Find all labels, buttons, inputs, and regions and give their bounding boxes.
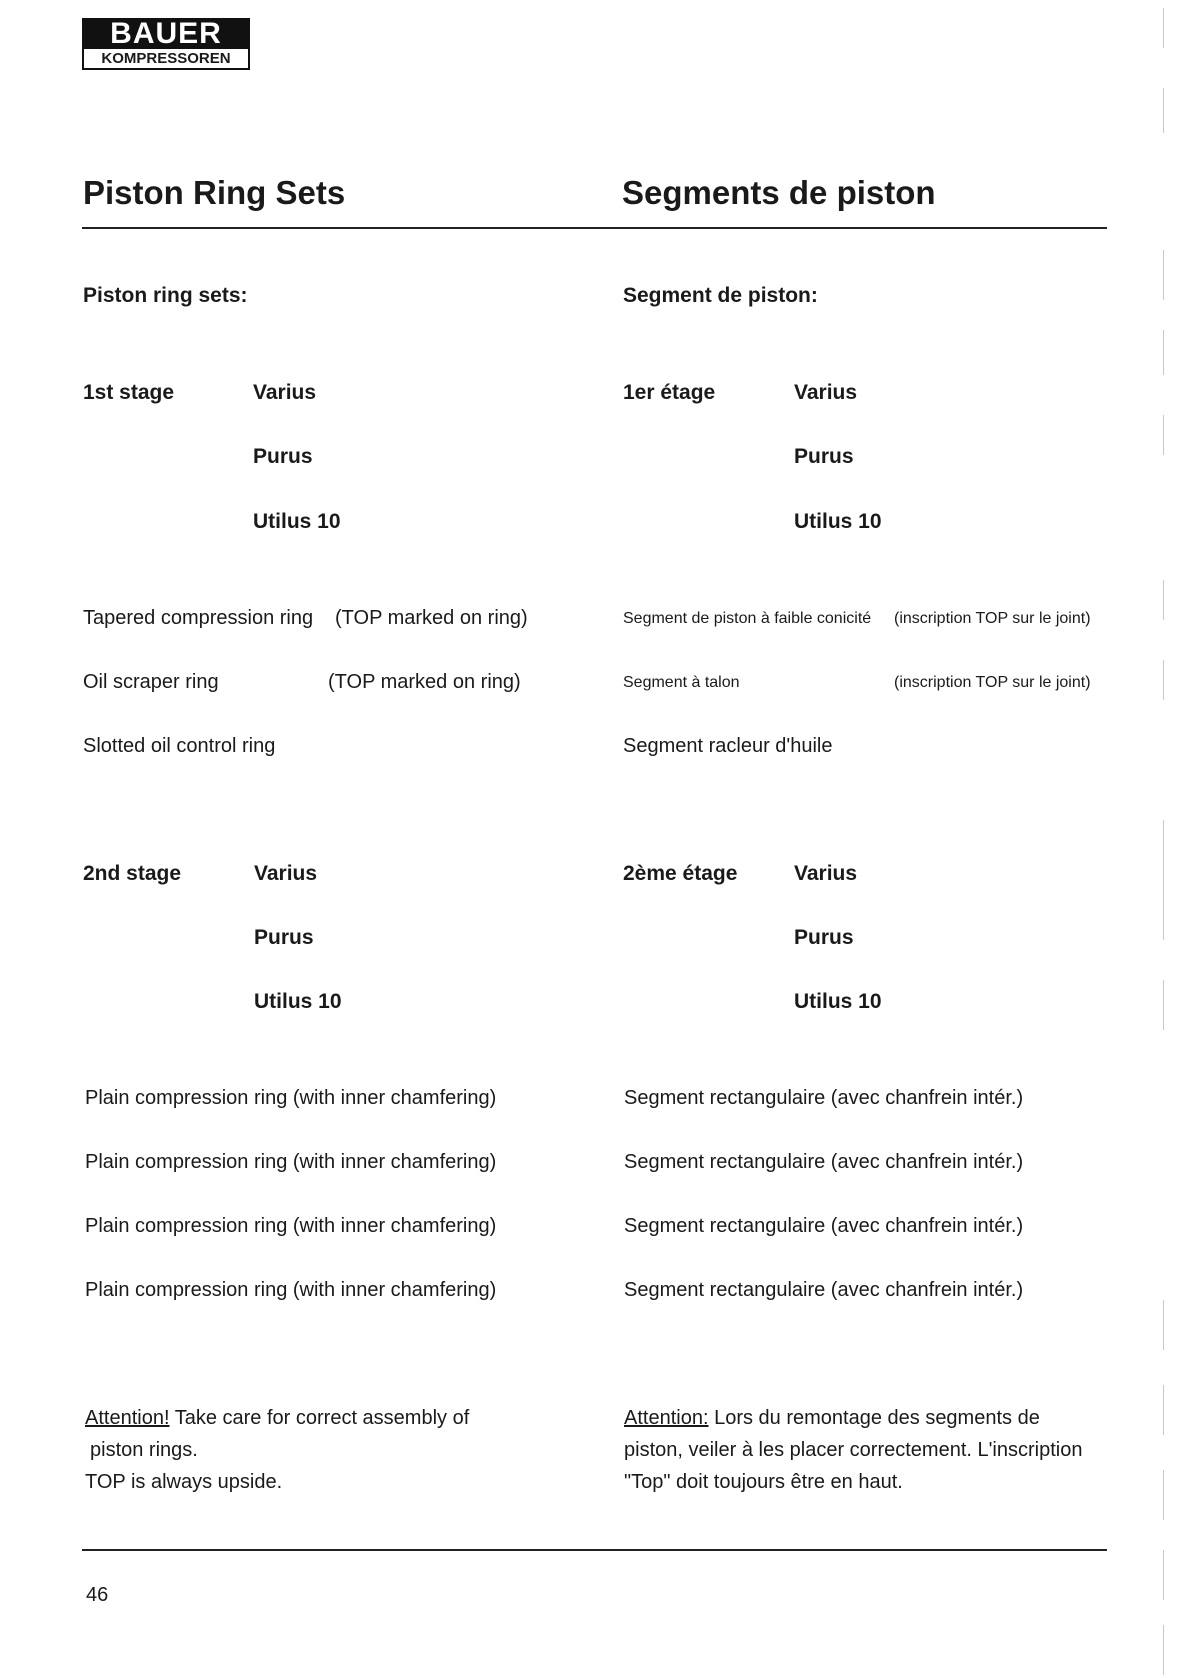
scan-edge-mark — [1163, 820, 1164, 940]
ring-name-fr: Segment de piston à faible conicité — [623, 610, 872, 627]
attention-en-line2: piston rings. — [90, 1439, 198, 1461]
attention-text-fr: Lors du remontage des segments de — [708, 1407, 1040, 1429]
stage1-model-fr: Utilus 10 — [794, 510, 882, 533]
attention-fr-line2: piston, veiler à les placer correctement. L'inscription — [624, 1439, 1083, 1461]
stage2-label-en: 2nd stage — [83, 862, 182, 885]
ring-note-fr: (inscription TOP sur le joint) — [894, 610, 1091, 627]
stage1-model-en: Varius — [253, 381, 317, 404]
page-number: 46 — [86, 1584, 109, 1606]
attention-en-line3: TOP is always upside. — [85, 1471, 283, 1493]
scan-edge-mark — [1163, 1550, 1164, 1600]
bauer-logo — [82, 18, 250, 70]
scan-edge-mark — [1163, 580, 1164, 620]
stage2-model-fr: Varius — [794, 862, 858, 885]
stage1-model-fr: Varius — [794, 381, 858, 404]
stage1-label-fr: 1er étage — [623, 381, 716, 404]
ring-name-en: Tapered compression ring — [83, 607, 314, 629]
ring2-name-en: Plain compression ring (with inner chamfering) — [85, 1215, 497, 1237]
attention-fr-line1 — [624, 1407, 1040, 1430]
scan-edge-mark — [1163, 250, 1164, 300]
ring-name-fr: Segment racleur d'huile — [623, 735, 833, 757]
ring2-name-fr: Segment rectangulaire (avec chanfrein intér.) — [624, 1087, 1024, 1109]
ring2-name-fr: Segment rectangulaire (avec chanfrein intér.) — [624, 1279, 1024, 1301]
scan-edge-mark — [1163, 1385, 1164, 1435]
scan-edge-mark — [1163, 1470, 1164, 1520]
page-title-en: Piston Ring Sets — [83, 174, 346, 211]
ring2-name-en: Plain compression ring (with inner chamfering) — [85, 1151, 497, 1173]
attention-en-line1 — [85, 1407, 469, 1430]
ring-name-en: Oil scraper ring — [83, 671, 219, 693]
header-divider — [82, 227, 1107, 229]
stage2-model-en: Utilus 10 — [254, 990, 342, 1013]
scan-edge-mark — [1163, 415, 1164, 455]
stage1-label-en: 1st stage — [83, 381, 175, 404]
ring-name-fr: Segment à talon — [623, 674, 740, 691]
stage1-model-en: Purus — [253, 445, 313, 468]
stage1-model-en: Utilus 10 — [253, 510, 341, 533]
attention-label-en: Attention! — [85, 1407, 170, 1429]
logo-subtitle: KOMPRESSOREN — [82, 49, 250, 70]
scan-edge-mark — [1163, 330, 1164, 375]
stage2-label-fr: 2ème étage — [623, 862, 738, 885]
subtitle-en: Piston ring sets: — [83, 284, 248, 307]
stage2-model-en: Varius — [254, 862, 318, 885]
page-title-fr: Segments de piston — [622, 174, 936, 211]
attention-text-en: Take care for correct assembly of — [169, 1407, 470, 1429]
ring-note-en: (TOP marked on ring) — [328, 671, 521, 693]
logo-brand: BAUER — [82, 18, 250, 49]
ring2-name-fr: Segment rectangulaire (avec chanfrein intér.) — [624, 1215, 1024, 1237]
scan-edge-mark — [1163, 660, 1164, 700]
footer-divider — [82, 1549, 1107, 1551]
scan-edge-mark — [1163, 1300, 1164, 1350]
stage2-model-en: Purus — [254, 926, 314, 949]
stage1-model-fr: Purus — [794, 445, 854, 468]
stage2-model-fr: Purus — [794, 926, 854, 949]
ring-name-en: Slotted oil control ring — [83, 735, 276, 757]
ring-note-en: (TOP marked on ring) — [335, 607, 528, 629]
scan-edge-mark — [1163, 88, 1164, 133]
scan-edge-mark — [1163, 980, 1164, 1030]
scan-edge-mark — [1163, 8, 1164, 48]
attention-label-fr: Attention: — [624, 1407, 709, 1429]
ring2-name-en: Plain compression ring (with inner chamfering) — [85, 1279, 497, 1301]
stage2-model-fr: Utilus 10 — [794, 990, 882, 1013]
ring2-name-en: Plain compression ring (with inner chamfering) — [85, 1087, 497, 1109]
scan-edge-mark — [1163, 1625, 1164, 1675]
attention-fr-line3: "Top" doit toujours être en haut. — [624, 1471, 903, 1493]
subtitle-fr: Segment de piston: — [623, 284, 818, 307]
ring-note-fr: (inscription TOP sur le joint) — [894, 674, 1091, 691]
ring2-name-fr: Segment rectangulaire (avec chanfrein intér.) — [624, 1151, 1024, 1173]
